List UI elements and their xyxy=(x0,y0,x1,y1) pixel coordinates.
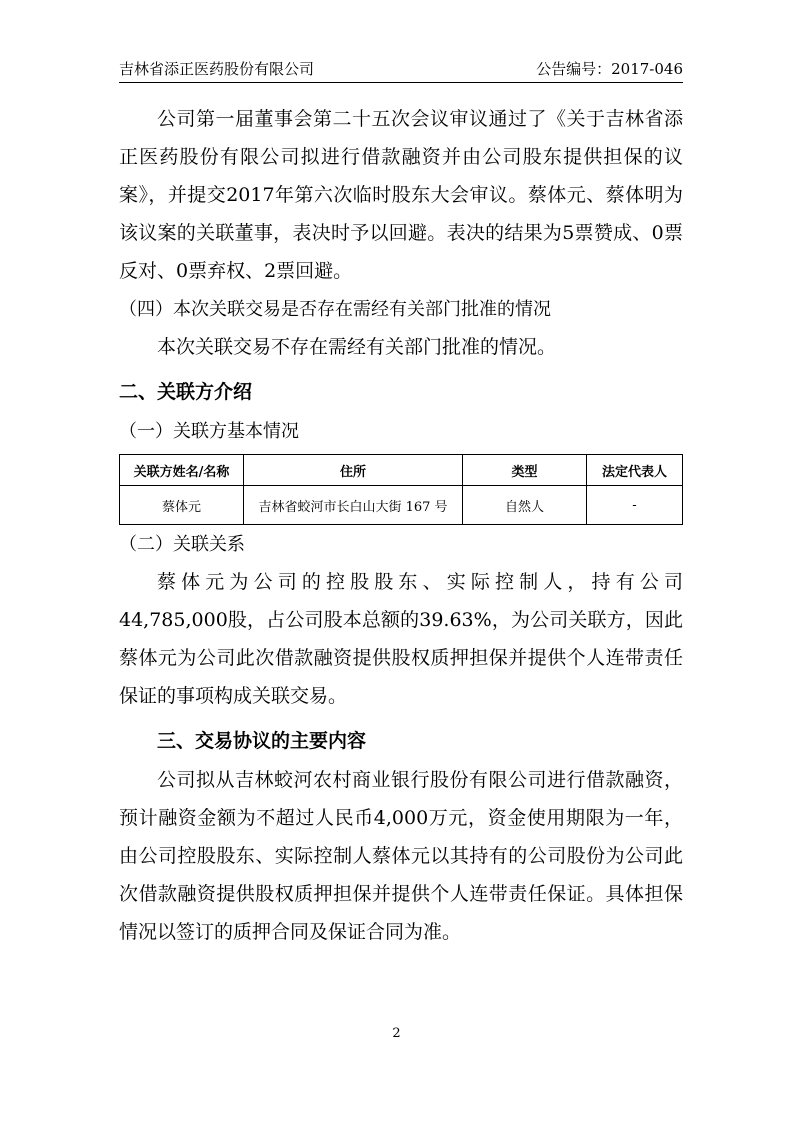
document-body xyxy=(119,100,683,951)
table-header-row xyxy=(120,455,683,486)
cell-party-name: 蔡体元 xyxy=(120,486,244,525)
cell-legal-rep: - xyxy=(587,486,683,525)
column-header-type: 类型 xyxy=(463,455,587,486)
column-header-legal-rep: 法定代表人 xyxy=(587,455,683,486)
subsection-4-title: （四）本次关联交易是否存在需经有关部门批准的情况 xyxy=(119,299,551,320)
notice-number: 公告编号：2017-046 xyxy=(536,60,683,78)
cell-address: 吉林省蛟河市长白山大街 167 号 xyxy=(244,486,463,525)
column-header-name: 关联方姓名/名称 xyxy=(120,455,244,486)
agreement-paragraph: 公司拟从吉林蛟河农村商业银行股份有限公司进行借款融资，预计融资金额为不超过人民币4,000万元，资金使用期限为一年，由公司控股股东、实际控制人蔡体元以其持有的公司股份为公司此次借款融资提供股权质押担保并提供个人连带责任保证。具体担保情况以签订的质押合同及保证合同为准。 xyxy=(119,769,683,943)
relationship-paragraph: 蔡体元为公司的控股股东、实际控制人，持有公司44,785,000股，占公司股本总额的39.63%，为公司关联方，因此蔡体元为公司此次借款融资提供股权质押担保并提供个人连带责任保证的事项构成关联交易。 xyxy=(119,571,683,707)
subsection-2-1-title: （一）关联方基本情况 xyxy=(119,421,299,442)
cell-type: 自然人 xyxy=(463,486,587,525)
table-row xyxy=(120,486,683,525)
company-name: 吉林省添正医药股份有限公司 xyxy=(119,60,315,78)
board-vote-paragraph: 公司第一届董事会第二十五次会议审议通过了《关于吉林省添正医药股份有限公司拟进行借款融资并由公司股东提供担保的议案》，并提交2017年第六次临时股东大会审议。蔡体元、蔡体明为该议案的关联董事，表决时予以回避。表决的结果为5票赞成、0票反对、0票弃权、2票回避。 xyxy=(119,108,683,282)
related-party-table xyxy=(119,454,683,525)
section-2-title: 二、关联方介绍 xyxy=(119,381,253,403)
subsection-4-body: 本次关联交易不存在需经有关部门批准的情况。 xyxy=(157,336,557,358)
page-number: 2 xyxy=(392,1026,401,1041)
column-header-address: 住所 xyxy=(244,455,463,486)
subsection-2-2-title: （二）关联关系 xyxy=(119,534,245,555)
section-3-title: 三、交易协议的主要内容 xyxy=(157,730,367,752)
page-header xyxy=(119,52,683,83)
